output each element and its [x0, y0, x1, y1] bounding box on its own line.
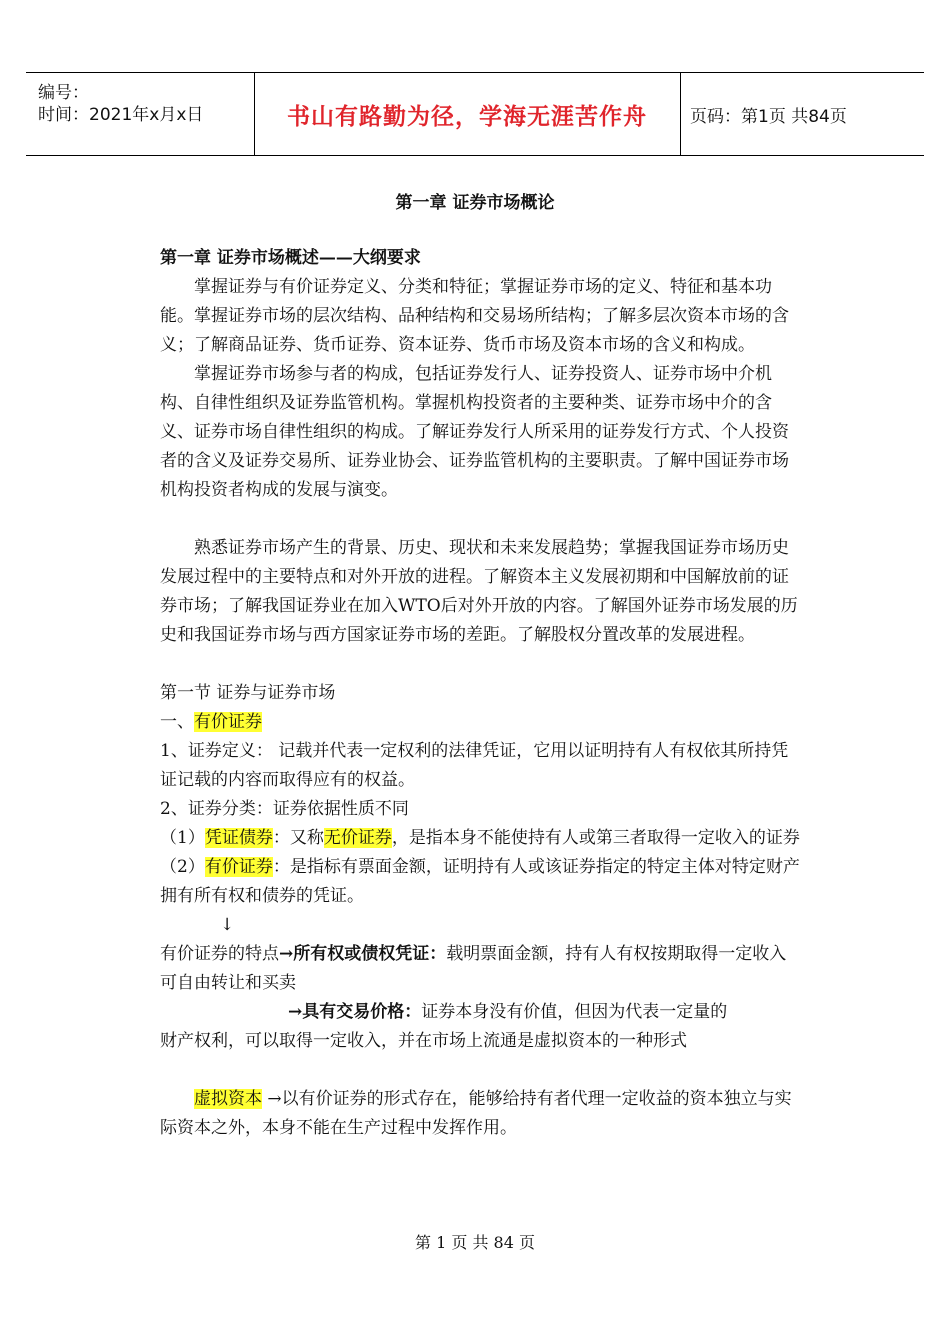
feature-2-first: 证券本身没有价值，但因为代表一定量的 — [421, 1002, 728, 1022]
item1-prefix: 一、 — [160, 712, 194, 732]
classification-line: 2、证券分类：证券依据性质不同 — [160, 799, 409, 819]
item1-term: 有价证券 — [194, 712, 262, 732]
class-2-line — [160, 853, 800, 911]
class-2-rest: ：是指标有票面金额，证明持有人或该证券指定的特定主体对特定财产拥有所有权和债券的凭证。 — [160, 857, 800, 906]
class-1-rest: ，是指本身不能使持有人或第三者取得一定收入的证券 — [391, 828, 800, 848]
document-header — [26, 72, 924, 156]
header-number-label: 编号： — [38, 83, 89, 103]
feature-2-rest: 财产权利，可以取得一定收入，并在市场上流通是虚拟资本的一种形式 — [160, 1031, 687, 1051]
feature-1-rest: 载明票面金额，持有人有权按期取得一定收入可自由转让和买卖 — [160, 944, 787, 993]
class-2-prefix: （2） — [160, 857, 205, 877]
down-arrow-icon: ↓ — [220, 915, 235, 935]
feature-2-title: →具有交易价格： — [288, 1002, 422, 1022]
feature-2-line — [160, 998, 800, 1027]
class-2-term: 有价证券 — [204, 857, 273, 877]
header-time-label: 时间：2021年x月x日 — [38, 105, 204, 125]
class-1-mid: ：又称 — [272, 828, 324, 848]
paragraph-2: 掌握证券市场参与者的构成，包括证券发行人、证券投资人、证券市场中介机构、自律性组织及证券监管机构。掌握机构投资者的主要种类、证券市场中介的含义、证券市场自律性组织的构成。了解证券发行人所采用的证券发行方式、个人投资者的含义及证券交易所、证券业协会、证券监管机构的主要职责。了解中国证券市场机构投资者构成的发展与演变。 — [160, 364, 789, 500]
document-title: 第一章 证券市场概论 — [395, 193, 555, 213]
section1-title: 第一节 证券与证券市场 — [160, 683, 336, 703]
page-footer: 第 1 页 共 84 页 — [415, 1233, 535, 1252]
class-1-term: 凭证债券 — [204, 828, 273, 848]
feature-1-title: →所有权或债权凭证： — [279, 944, 447, 964]
class-1-term2: 无价证券 — [323, 828, 392, 848]
paragraph-1: 掌握证券与有价证券定义、分类和特征；掌握证券市场的定义、特征和基本功能。掌握证券市场的层次结构、品种结构和交易场所结构；了解多层次资本市场的含义；了解商品证券、货币证券、资本证券、货币市场及资本市场的含义和构成。 — [160, 277, 789, 355]
item1-line — [160, 708, 800, 737]
class-1-line — [160, 824, 800, 853]
virtual-capital-rest: →以有价证券的形式存在，能够给持有者代理一定收益的资本独立与实际资本之外，本身不能在生产过程中发挥作用。 — [160, 1089, 792, 1138]
section-heading: 第一章 证券市场概述——大纲要求 — [160, 248, 421, 268]
header-meta — [38, 82, 203, 126]
feature-prefix: 有价证券的特点 — [160, 944, 279, 964]
feature-1-line — [160, 940, 800, 998]
definition-1: 1、证券定义： 记载并代表一定权利的法律凭证，它用以证明持有人有权依其所持凭证记载的内容而取得应有的权益。 — [160, 741, 789, 790]
virtual-capital-line — [160, 1085, 800, 1143]
header-divider-right — [680, 72, 681, 156]
header-motto: 书山有路勤为径，学海无涯苦作舟 — [287, 103, 647, 130]
class-1-prefix: （1） — [160, 828, 205, 848]
virtual-capital-term: 虚拟资本 — [194, 1089, 262, 1109]
header-page-info: 页码：第1页 共84页 — [690, 106, 847, 127]
document-body — [160, 244, 800, 1143]
paragraph-3: 熟悉证券市场产生的背景、历史、现状和未来发展趋势；掌握我国证券市场历史发展过程中的主要特点和对外开放的进程。了解资本主义发展初期和中国解放前的证券市场；了解我国证券业在加入WTO后对外开放的内容。了解国外证券市场发展的历史和我国证券市场与西方国家证券市场的差距。了解股权分置改革的发展进程。 — [160, 538, 798, 645]
